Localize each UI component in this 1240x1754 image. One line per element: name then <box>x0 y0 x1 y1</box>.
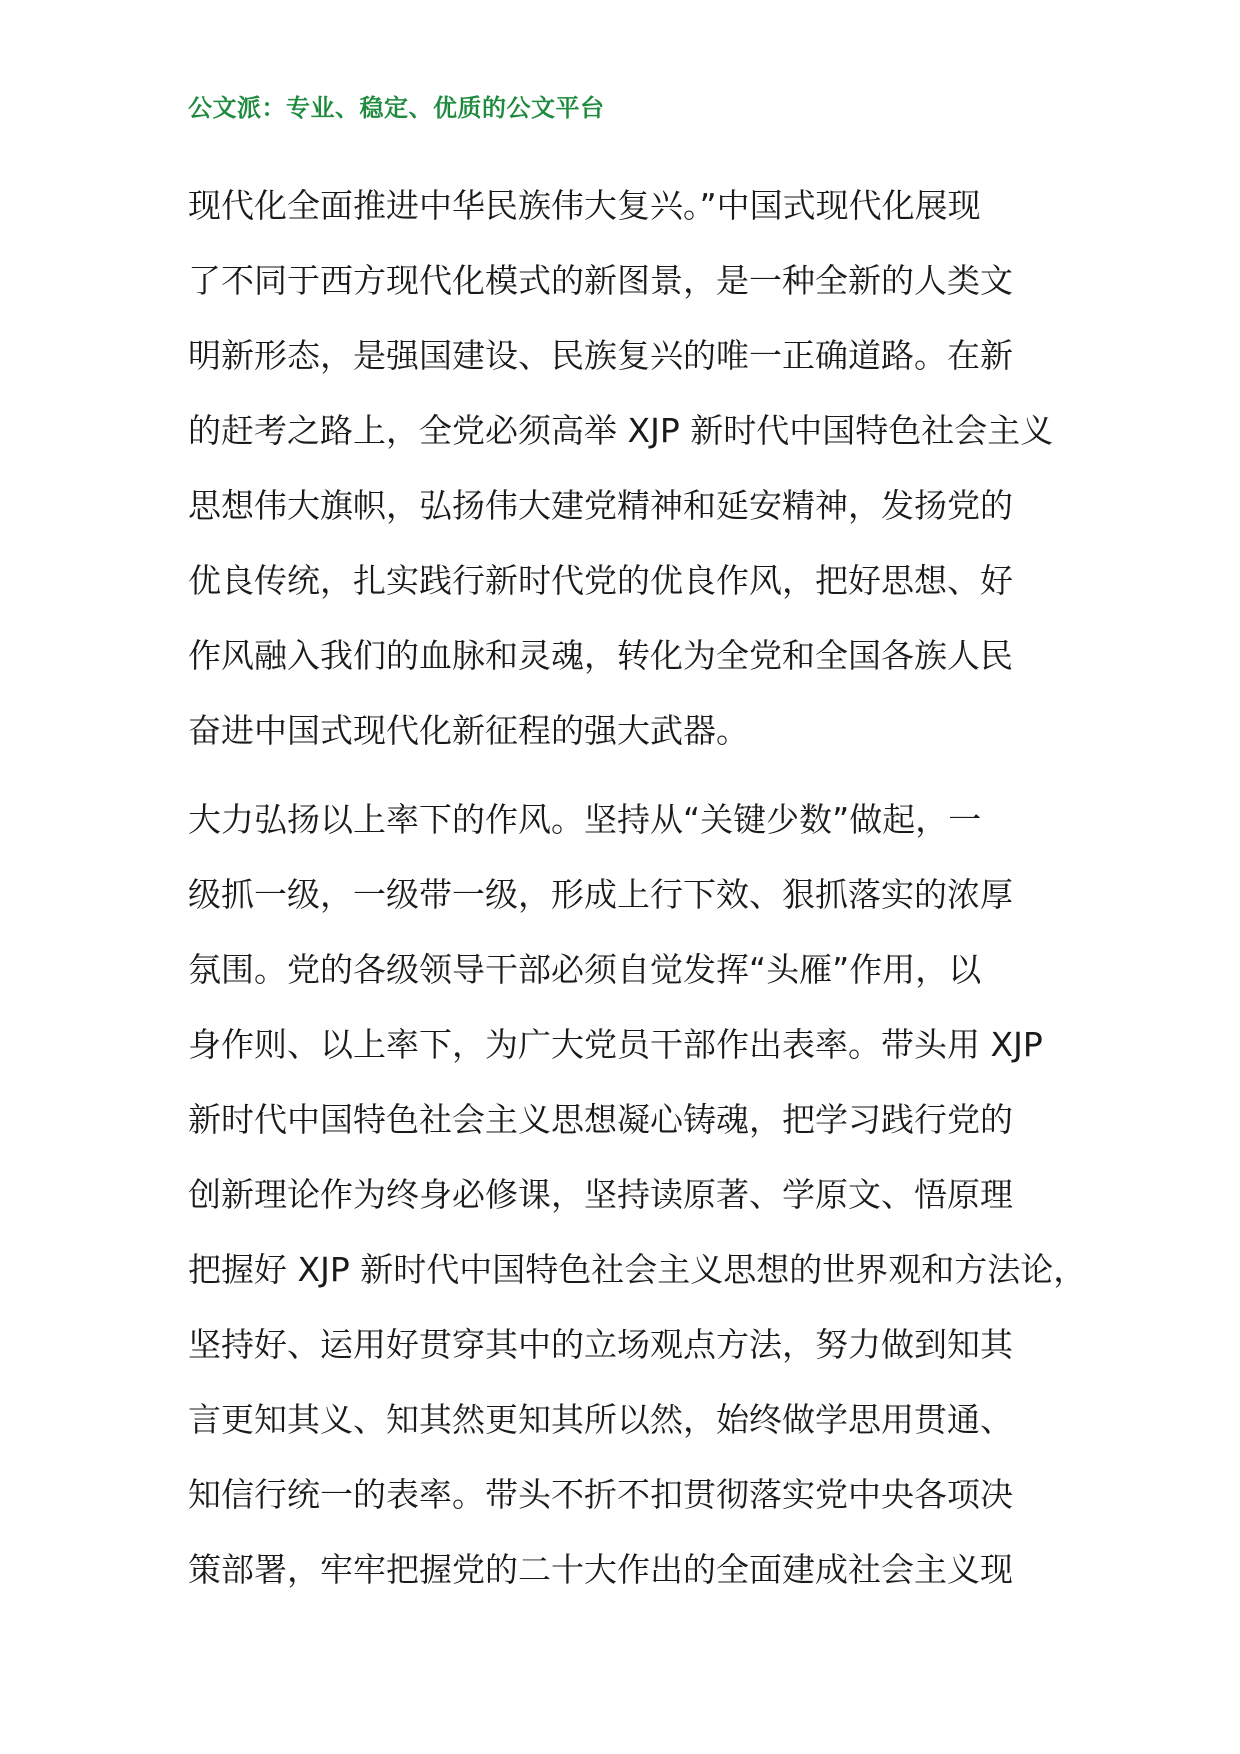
text-line: 现代化全面推进中华民族伟大复兴。”中国式现代化展现 <box>188 186 981 225</box>
text-line: 奋进中国式现代化新征程的强大武器。 <box>188 711 749 750</box>
text-line: 了不同于西方现代化模式的新图景，是一种全新的人类文 <box>188 261 1013 300</box>
paragraph-1 <box>188 168 1088 768</box>
text-line: 知信行统一的表率。带头不折不扣贯彻落实党中央各项决 <box>188 1475 1013 1514</box>
text-line: 新时代中国特色社会主义思想凝心铸魂，把学习践行党的 <box>188 1100 1013 1139</box>
text-line: 大力弘扬以上率下的作风。坚持从“关键少数”做起，一 <box>188 800 982 839</box>
text-line: 坚持好、运用好贯穿其中的立场观点方法，努力做到知其 <box>188 1325 1013 1364</box>
text-line: 把握好 XJP 新时代中国特色社会主义思想的世界观和方法论， <box>188 1250 1087 1289</box>
text-line: 策部署，牢牢把握党的二十大作出的全面建成社会主义现 <box>188 1550 1013 1589</box>
text-line: 氛围。党的各级领导干部必须自觉发挥“头雁”作用，以 <box>188 950 982 989</box>
text-line: 优良传统，扎实践行新时代党的优良作风，把好思想、好 <box>188 561 1013 600</box>
text-line: 级抓一级，一级带一级，形成上行下效、狠抓落实的浓厚 <box>188 875 1013 914</box>
document-body <box>188 168 1088 1607</box>
text-line: 思想伟大旗帜，弘扬伟大建党精神和延安精神，发扬党的 <box>188 486 1013 525</box>
text-line: 言更知其义、知其然更知其所以然，始终做学思用贯通、 <box>188 1400 1013 1439</box>
paragraph-2 <box>188 782 1088 1607</box>
text-line: 的赶考之路上，全党必须高举 XJP 新时代中国特色社会主义 <box>188 411 1054 450</box>
text-line: 作风融入我们的血脉和灵魂，转化为全党和全国各族人民 <box>188 636 1013 675</box>
text-line: 明新形态，是强国建设、民族复兴的唯一正确道路。在新 <box>188 336 1013 375</box>
text-line: 身作则、以上率下，为广大党员干部作出表率。带头用 XJP <box>188 1025 1043 1064</box>
text-line: 创新理论作为终身必修课，坚持读原著、学原文、悟原理 <box>188 1175 1013 1214</box>
document-header: 公文派：专业、稳定、优质的公文平台 <box>188 94 605 122</box>
